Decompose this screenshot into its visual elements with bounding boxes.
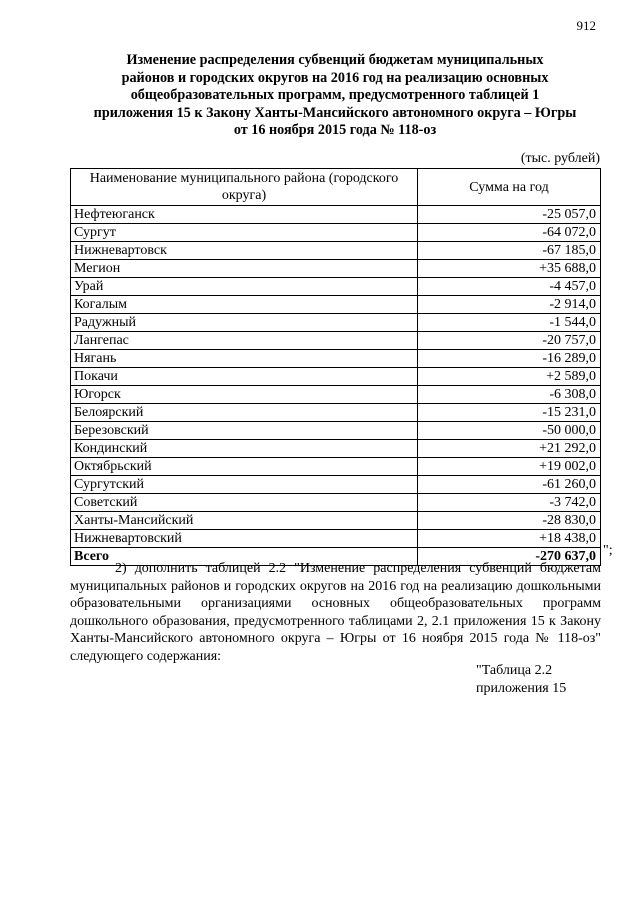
title-line: районов и городских округов на 2016 год на реализацию основных — [121, 69, 549, 86]
amendment-paragraph: 2) дополнить таблицей 2.2 "Изменение распределения субвенций бюджетам муниципальных районов и городских округов на 2016 год на реализацию дошкольными образовательными организациями основных общеобразовательных программ дошкольного образования, предусмотренного таблицами 2, 2.1 приложения 15 к Закону Ханты-Мансийского автономного округа – Югры от 16 ноября 2015 года № 118-оз" следующего содержания: — [70, 561, 601, 664]
table-caption — [476, 662, 566, 697]
table-row — [71, 440, 601, 458]
table-row — [71, 314, 601, 332]
total-amount: -270 637,0 — [418, 548, 601, 566]
title-line: приложения 15 к Закону Ханты-Мансийского автономного округа – Югры — [93, 104, 577, 121]
title-line: общеобразовательных программ, предусмотренного таблицей 1 — [130, 87, 540, 103]
amount-value: +21 292,0 — [418, 440, 601, 458]
table-row — [71, 296, 601, 314]
municipality-name: Нижневартовский — [71, 530, 418, 548]
title-line: от 16 ноября 2015 года № 118-оз — [233, 122, 437, 138]
municipality-name: Октябрьский — [71, 458, 418, 476]
table-row — [71, 458, 601, 476]
amount-value: -1 544,0 — [418, 314, 601, 332]
municipality-name: Лангепас — [71, 332, 418, 350]
table-row — [71, 206, 601, 224]
table-row — [71, 278, 601, 296]
amount-value: -28 830,0 — [418, 512, 601, 530]
amount-value: -20 757,0 — [418, 332, 601, 350]
municipality-name: Урай — [71, 278, 418, 296]
caption-line: "Таблица 2.2 — [476, 663, 553, 678]
amount-value: +35 688,0 — [418, 260, 601, 278]
column-header-amount: Сумма на год — [418, 169, 601, 206]
amount-value: +19 002,0 — [418, 458, 601, 476]
table-row — [71, 512, 601, 530]
total-label: Всего — [71, 548, 418, 566]
municipality-name: Радужный — [71, 314, 418, 332]
column-header-name: Наименование муниципального района (городского округа) — [71, 169, 418, 206]
municipality-name: Березовский — [71, 422, 418, 440]
table-header-row — [71, 169, 601, 206]
amount-value: -50 000,0 — [418, 422, 601, 440]
municipality-name: Нижневартовск — [71, 242, 418, 260]
amount-value: -3 742,0 — [418, 494, 601, 512]
table-body — [71, 206, 601, 566]
municipality-name: Когалым — [71, 296, 418, 314]
table-row — [71, 260, 601, 278]
amount-value: -61 260,0 — [418, 476, 601, 494]
subsidy-table — [70, 168, 601, 566]
municipality-name: Сургутский — [71, 476, 418, 494]
page-number: 912 — [576, 18, 596, 33]
municipality-name: Мегион — [71, 260, 418, 278]
amount-value: -16 289,0 — [418, 350, 601, 368]
table-row — [71, 476, 601, 494]
municipality-name: Ханты-Мансийский — [71, 512, 418, 530]
title-line: Изменение распределения субвенций бюджетам муниципальных — [126, 52, 544, 68]
table-row — [71, 332, 601, 350]
amount-value: -64 072,0 — [418, 224, 601, 242]
amount-value: -15 231,0 — [418, 404, 601, 422]
table-row — [71, 224, 601, 242]
table-row — [71, 530, 601, 548]
units-label: (тыс. рублей) — [520, 151, 600, 166]
amount-value: -4 457,0 — [418, 278, 601, 296]
municipality-name: Нефтеюганск — [71, 206, 418, 224]
municipality-name: Югорск — [71, 386, 418, 404]
amount-value: -2 914,0 — [418, 296, 601, 314]
amount-value: +18 438,0 — [418, 530, 601, 548]
table-row — [71, 350, 601, 368]
amount-value: -6 308,0 — [418, 386, 601, 404]
caption-line: приложения 15 — [476, 680, 567, 696]
table-row — [71, 386, 601, 404]
municipality-name: Белоярский — [71, 404, 418, 422]
municipality-name: Кондинский — [71, 440, 418, 458]
table-row — [71, 494, 601, 512]
table-row — [71, 422, 601, 440]
table-row — [71, 368, 601, 386]
municipality-name: Покачи — [71, 368, 418, 386]
amount-value: -25 057,0 — [418, 206, 601, 224]
municipality-name: Сургут — [71, 224, 418, 242]
table-row — [71, 404, 601, 422]
amount-value: +2 589,0 — [418, 368, 601, 386]
closing-mark: "; — [603, 543, 613, 558]
document-title — [70, 52, 600, 140]
municipality-name: Нягань — [71, 350, 418, 368]
table-row — [71, 242, 601, 260]
municipality-name: Советский — [71, 494, 418, 512]
amount-value: -67 185,0 — [418, 242, 601, 260]
